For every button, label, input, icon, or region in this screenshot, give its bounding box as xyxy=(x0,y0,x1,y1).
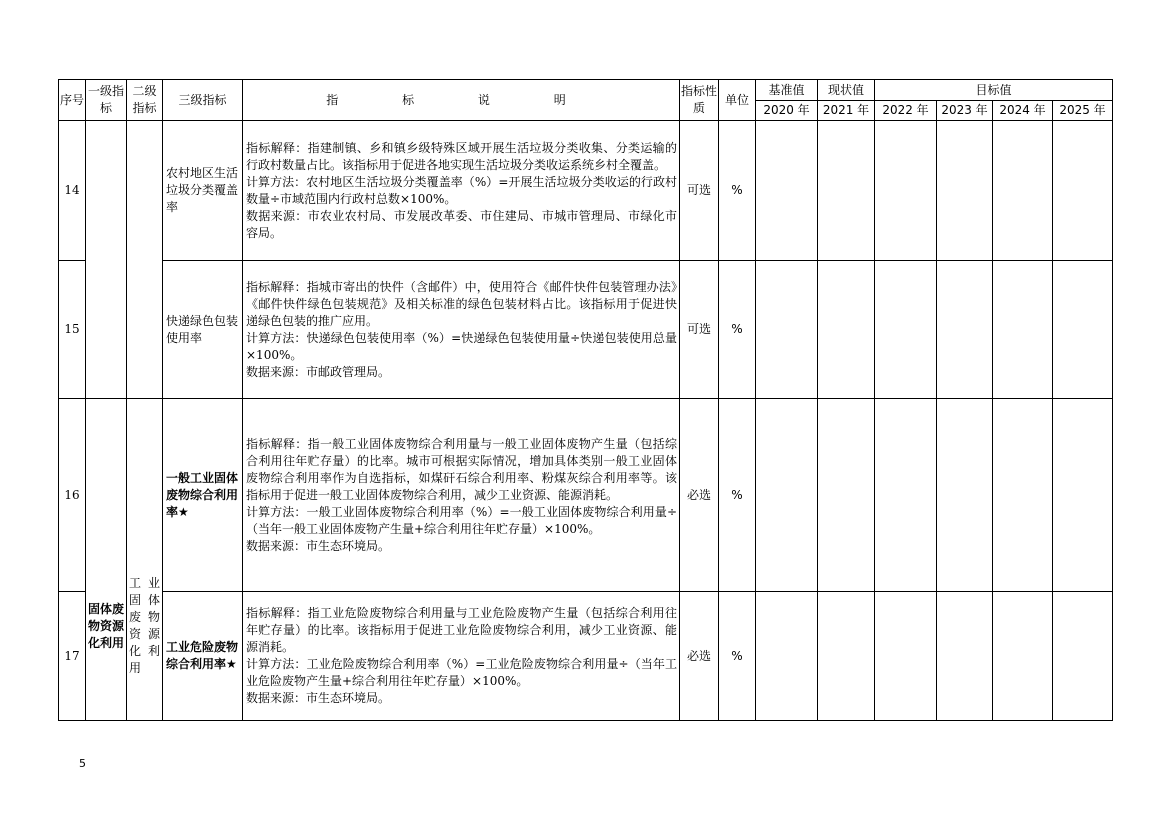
indicator-nature: 可选 xyxy=(680,121,719,261)
value-2021 xyxy=(818,592,875,721)
table-row xyxy=(59,399,1113,592)
header-current: 现状值 xyxy=(818,80,875,101)
page-number: 5 xyxy=(79,757,86,770)
header-level2: 二级指标 xyxy=(127,80,163,121)
value-2022 xyxy=(875,592,937,721)
explain-text: 指标解释：指一般工业固体废物综合利用量与一般工业固体废物产生量（包括综合利用往年贮存量）的比率。城市可根据实际情况，增加具体类别一般工业固体废物综合利用率作为自选指标，如煤矸石综合利用率、粉煤灰综合利用率等。该指标用于促进一般工业固体废物综合利用，减少工业资源、能源消耗。 xyxy=(246,436,677,502)
value-2024 xyxy=(993,592,1053,721)
table-row xyxy=(59,261,1113,399)
explain-text: 指标解释：指工业危险废物综合利用量与工业危险废物产生量（包括综合利用往年贮存量）的比率。该指标用于促进工业危险废物综合利用，减少工业资源、能源消耗。 xyxy=(246,606,677,654)
header-year-2025: 2025 年 xyxy=(1053,101,1113,121)
value-2024 xyxy=(993,121,1053,261)
level2-empty-cell xyxy=(127,121,163,399)
row-seq: 15 xyxy=(59,261,86,399)
value-2025 xyxy=(1053,261,1113,399)
indicator-name: 一般工业固体废物综合利用率★ xyxy=(163,399,243,592)
value-2020 xyxy=(756,592,818,721)
indicator-name: 快递绿色包装使用率 xyxy=(163,261,243,399)
calc-text: 计算方法：一般工业固体废物综合利用率（%）=一般工业固体废物综合利用量÷（当年一般工业固体废物产生量+综合利用往年贮存量）×100%。 xyxy=(246,504,677,536)
value-2023 xyxy=(937,399,993,592)
source-text: 数据来源：市农业农村局、市发展改革委、市住建局、市城市管理局、市绿化市容局。 xyxy=(246,208,677,240)
header-year-2022: 2022 年 xyxy=(875,101,937,121)
level2-group-label: 工业固体废物资源化利用 xyxy=(129,576,160,675)
calc-text: 计算方法：快递绿色包装使用率（%）=快递绿色包装使用量÷快递包装使用总量×100%。 xyxy=(246,330,677,362)
value-2021 xyxy=(818,261,875,399)
indicator-nature: 必选 xyxy=(680,592,719,721)
header-description: 指 标 说 明 xyxy=(243,80,680,121)
source-text: 数据来源：市生态环境局。 xyxy=(246,538,391,553)
header-baseline: 基准值 xyxy=(756,80,818,101)
calc-text: 计算方法：工业危险废物综合利用率（%）=工业危险废物综合利用量÷（当年工业危险废物产生量+综合利用往年贮存量）×100%。 xyxy=(246,657,677,688)
indicator-name: 农村地区生活垃圾分类覆盖率 xyxy=(163,121,243,261)
value-2023 xyxy=(937,592,993,721)
indicator-unit: % xyxy=(719,121,756,261)
level2-group-cell xyxy=(127,399,163,721)
row-seq: 16 xyxy=(59,399,86,592)
value-2022 xyxy=(875,121,937,261)
explain-text: 指标解释：指建制镇、乡和镇乡级特殊区域开展生活垃圾分类收集、分类运输的行政村数量占比。该指标用于促进各地实现生活垃圾分类收运系统乡村全覆盖。 xyxy=(246,140,677,172)
value-2025 xyxy=(1053,121,1113,261)
header-level3: 三级指标 xyxy=(163,80,243,121)
header-year-2023: 2023 年 xyxy=(937,101,993,121)
header-year-2021: 2021 年 xyxy=(818,101,875,121)
explain-text: 指标解释：指城市寄出的快件（含邮件）中，使用符合《邮件快件包装管理办法》《邮件快件绿色包装规范》及相关标准的绿色包装材料占比。该指标用于促进快递绿色包装的推广应用。 xyxy=(246,279,677,328)
indicator-nature: 必选 xyxy=(680,399,719,592)
header-year-2024: 2024 年 xyxy=(993,101,1053,121)
indicator-description xyxy=(243,592,680,721)
header-nature: 指标性质 xyxy=(680,80,719,121)
indicator-unit: % xyxy=(719,261,756,399)
value-2023 xyxy=(937,121,993,261)
value-2024 xyxy=(993,399,1053,592)
value-2025 xyxy=(1053,399,1113,592)
indicator-description xyxy=(243,121,680,261)
level1-group-cell xyxy=(86,399,127,721)
table-row xyxy=(59,121,1113,261)
level1-empty-cell xyxy=(86,121,127,399)
value-2024 xyxy=(993,261,1053,399)
source-text: 数据来源：市生态环境局。 xyxy=(246,691,391,705)
value-2020 xyxy=(756,121,818,261)
value-2020 xyxy=(756,261,818,399)
header-row-1 xyxy=(59,80,1113,101)
source-text: 数据来源：市邮政管理局。 xyxy=(246,364,391,379)
indicator-table xyxy=(58,79,1113,721)
table-row xyxy=(59,592,1113,721)
row-seq: 14 xyxy=(59,121,86,261)
header-year-2020: 2020 年 xyxy=(756,101,818,121)
value-2022 xyxy=(875,399,937,592)
value-2021 xyxy=(818,121,875,261)
calc-text: 计算方法：农村地区生活垃圾分类覆盖率（%）=开展生活垃圾分类收运的行政村数量÷市域范围内行政村总数×100%。 xyxy=(246,174,677,206)
value-2025 xyxy=(1053,592,1113,721)
row-seq: 17 xyxy=(59,592,86,721)
indicator-name: 工业危险废物综合利用率★ xyxy=(163,592,243,721)
header-seq: 序号 xyxy=(59,80,86,121)
indicator-nature: 可选 xyxy=(680,261,719,399)
value-2020 xyxy=(756,399,818,592)
header-level1: 一级指标 xyxy=(86,80,127,121)
indicator-unit: % xyxy=(719,399,756,592)
indicator-unit: % xyxy=(719,592,756,721)
value-2021 xyxy=(818,399,875,592)
header-target: 目标值 xyxy=(875,80,1113,101)
header-unit: 单位 xyxy=(719,80,756,121)
value-2023 xyxy=(937,261,993,399)
indicator-description xyxy=(243,399,680,592)
indicator-description xyxy=(243,261,680,399)
level1-group-label: 固体废物资源化利用 xyxy=(88,601,125,650)
value-2022 xyxy=(875,261,937,399)
